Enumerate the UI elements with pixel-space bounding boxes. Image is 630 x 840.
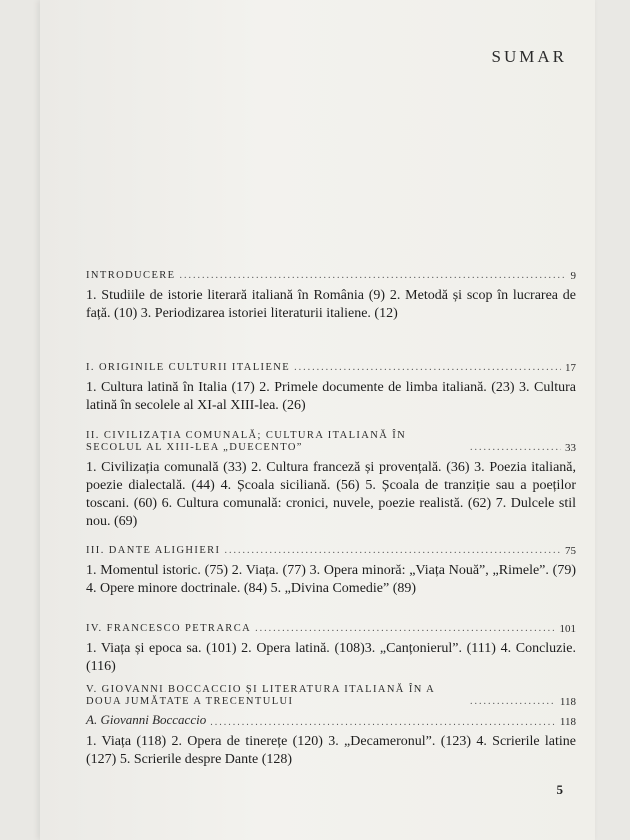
toc-heading: III. DANTE ALIGHIERI <box>86 545 221 556</box>
toc-page-number: 101 <box>559 623 576 635</box>
toc-heading-row <box>86 545 576 557</box>
toc-description: 1. Civilizația comunală (33) 2. Cultura franceză și provențală. (36) 3. Poezia italiană, poezie dialectală. (44) 4. Școala siciliană. (56) 5. Școala de tranziție sau a poeților toscani. (60) 6. Cultura comunală: cronici, nuvele, poezie realistă. (62) 7. Dulcele stil nou. (69) <box>86 460 576 529</box>
dot-leader <box>255 623 555 635</box>
toc-subpage-number: 118 <box>559 716 576 728</box>
toc-entry-civilizatia <box>86 430 576 531</box>
toc-heading-row <box>86 430 576 454</box>
toc-subheading: A. Giovanni Boccaccio <box>86 712 207 727</box>
toc-description: 1. Studiile de istorie literară italiană în România (9) 2. Metodă și scop în lucrarea de față. (10) 3. Periodizarea istoriei literaturii italiene. (12) <box>86 288 576 321</box>
toc-description: 1. Cultura latină în Italia (17) 2. Primele documente de limba italiană. (23) 3. Cultura latină în secolele al XI-al XIII-lea. (26) <box>86 380 576 413</box>
toc-description: 1. Viața (118) 2. Opera de tinerețe (120) 3. „Decameronul”. (123) 4. Scrierile latine (127) 5. Scrierile despre Dante (128) <box>86 734 576 767</box>
toc-page-number: 33 <box>565 442 576 454</box>
book-page <box>40 0 595 840</box>
dot-leader <box>179 270 566 282</box>
dot-leader <box>470 696 556 708</box>
toc-page-number: 118 <box>559 696 576 708</box>
toc-description: 1. Momentul istoric. (75) 2. Viața. (77) 3. Opera minoră: „Viața Nouă”, „Rimele”. (79) 4. Opere minore doctrinale. (84) 5. „Divina Comedie” (89) <box>86 563 576 596</box>
toc-heading: V. GIOVANNI BOCCACCIO ȘI LITERATURA ITALIANĂ ÎN A DOUA JUMĂTATE A TRECENTULUI <box>86 684 435 707</box>
dot-leader <box>210 717 556 728</box>
toc-page-number: 17 <box>565 362 576 374</box>
toc-page-number: 75 <box>565 545 576 557</box>
page-title: SUMAR <box>491 47 567 66</box>
toc-heading-row <box>86 362 576 374</box>
toc-heading: IV. FRANCESCO PETRARCA <box>86 623 252 634</box>
toc-entry-introducere <box>86 270 576 323</box>
toc-heading-row <box>86 684 576 708</box>
toc-subheading-row <box>86 712 576 728</box>
toc-heading: INTRODUCERE <box>86 270 176 281</box>
toc-description: 1. Viața și epoca sa. (101) 2. Opera latină. (108)3. „Canțonierul”. (111) 4. Concluzie. (116) <box>86 641 576 674</box>
dot-leader <box>224 545 561 557</box>
dot-leader <box>470 442 561 454</box>
toc-heading-row <box>86 270 576 282</box>
toc-heading: II. CIVILIZAȚIA COMUNALĂ; CULTURA ITALIANĂ ÎN SECOLUL AL XIII-LEA „DUECENTO” <box>86 430 407 453</box>
toc-page-number: 9 <box>570 270 576 282</box>
toc-entry-boccaccio <box>86 684 576 769</box>
toc-heading: I. ORIGINILE CULTURII ITALIENE <box>86 362 291 373</box>
dot-leader <box>294 362 561 374</box>
toc-entry-originile <box>86 362 576 415</box>
toc-heading-row <box>86 623 576 635</box>
toc-entry-petrarca <box>86 623 576 676</box>
page-folio-number: 5 <box>556 782 563 797</box>
toc-entry-dante <box>86 545 576 598</box>
